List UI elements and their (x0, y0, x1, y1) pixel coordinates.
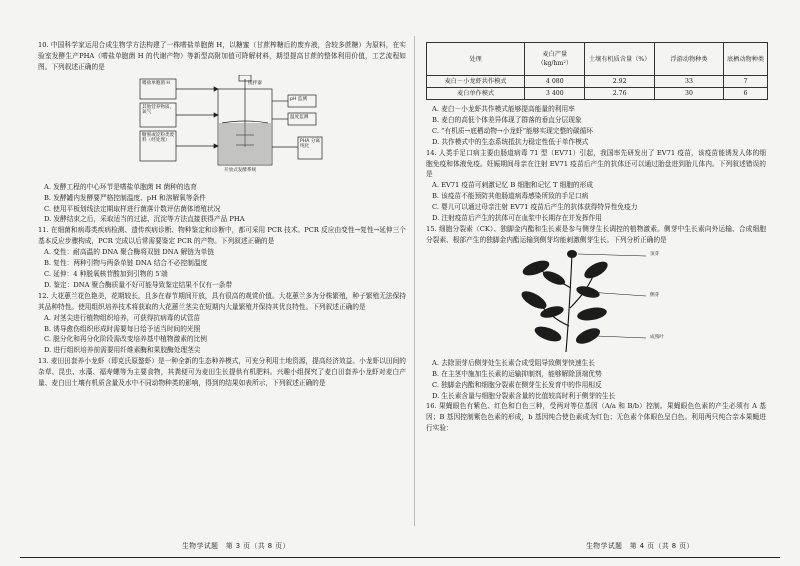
table-cell: 7 (724, 76, 768, 88)
table-row (427, 88, 768, 100)
fermentation-diagram (128, 75, 368, 179)
q15-option-d: D. 生长素含量与细胞分裂素含量的比值较高时利于侧芽的生长 (432, 391, 616, 400)
table-cell: 4 080 (525, 76, 585, 88)
fig-label-temperature: 温度监测 (290, 114, 309, 120)
table-header-cell: 底栖动物种类 (724, 43, 768, 76)
table-header-cell: 浮游动物种类 (654, 43, 723, 76)
q13-option-a: A. 麦白－小龙虾共作模式能够提高能量的利用率 (432, 105, 575, 113)
table-cell: 33 (654, 76, 723, 88)
q10-option-a: A. 发酵工程的中心环节是嗜盐单胞菌 H 菌种的选育 (44, 182, 197, 191)
table-header-cell: 土壤有机质含量（%） (585, 43, 654, 76)
q10-option-b: B. 发酵罐内发酵要严格控制温度、pH 和溶解氧等条件 (44, 193, 206, 202)
fig-label-ph: pH 监测 (290, 96, 308, 102)
fig-caption: 开放式发酵系统 (224, 167, 257, 173)
q11-option-a: A. 变性：耐高温的 DNA 聚合酶将双链 DNA 解链为单链 (44, 248, 215, 257)
q13-table (426, 42, 768, 100)
table-cell: 麦白－小龙虾共作模式 (427, 76, 525, 88)
q12-option-b: B. 诱导愈伤组织形成时需要每日给予适当时间的光照 (44, 324, 201, 333)
fig-label-other-nutrients: 其他营养物质、氧气 (142, 104, 175, 116)
q13-stem: 13. 麦田田套养小龙虾（即克氏原螯虾）是一种全新的生态种养模式，可充分利用土地资源，提高经济效益。小龙虾以田间的杂草、昆虫、水藻、福寿螺等为主要食物，其粪便可为麦田生长提供有机肥料。兴趣小组探究了麦白田套养小龙虾对麦白产量、麦白田土壤有机质含量及水中不同动物种类的影响，得到的结果如表所示，下列叙述正确的是 (38, 357, 406, 388)
fig-label-pha: PHA 分离纯化 (300, 138, 321, 150)
q14-option-a: A. EV71 疫苗可刺激记忆 B 细胞和记忆 T 细胞的形成 (432, 181, 593, 190)
plant-diagram (496, 248, 696, 356)
q13-option-b: B. 麦白的高低个体差异体现了群落的垂直分层现象 (432, 115, 582, 124)
bottom-rule (20, 557, 780, 558)
right-page (426, 42, 766, 434)
table-row (427, 76, 768, 88)
q13-option-d: D. 共作模式中的生态系统抵抗力稳定性低于单作模式 (432, 137, 589, 146)
left-page-footer: 生物学试题 第 3 页（共 8 页） (182, 542, 290, 550)
fermentation-figure (128, 75, 368, 179)
table-cell: 6 (724, 88, 768, 100)
q11-option-d: D. 鉴定：DNA 聚合酶质量不好可能导致鉴定结果不仅有一条带 (44, 280, 233, 289)
q14-option-b: B. 该疫苗不能预防其他肠道病毒感染所致的手足口病 (432, 192, 589, 201)
q14-stem: 14. 人类手足口病主要由肠道病毒 71 型（EV71）引起，我国率先研发出了 EV71 疫苗，该疫苗能诱发人体的细胞免疫和体液免疫。妊娠期间母亲在注射 EV71 疫苗后产生的抗体还可以通过胎盘进到胎儿体内。下列叙述错误的是 (426, 148, 766, 179)
fig-label-salt-bacterium: 嗜盐单胞菌 H (142, 80, 170, 86)
table-cell: 30 (654, 88, 723, 100)
q15-stem: 15. 细胞分裂素（CK）、独脚金内酯和生长素是参与侧芽生长调控的植物激素。侧芽中生长素向外运输、合成细胞分裂素、根部产生的独脚金内酯运输到侧芽均能刺激侧芽生长。下列分析正确的是 (426, 224, 766, 244)
fig-label-molasses: 糖蜜或淀粉类废料（经处理） (142, 132, 175, 144)
q12-option-a: A. 对茎尖进行植物组织培养，可获得抗病毒的试管苗 (44, 313, 201, 322)
q10-option-d: D. 发酵结束之后，采取适当的过滤、沉淀等方法直接获得产品 PHA (44, 215, 245, 224)
fig-label-stirrer: 搅拌器 (248, 80, 262, 86)
page-divider (414, 36, 415, 526)
table-header-cell: 麦白产量（kg/hm²） (525, 43, 585, 76)
q14-option-d: D. 注射疫苗后产生的抗体可在血浆中长期存在并发挥作用 (432, 214, 602, 223)
q13-option-c: C. “有机质→底栖动物→小龙虾”能够实现完整的碳循环 (432, 126, 593, 135)
q14-option-c: C. 婴儿可以通过母亲注射 EV71 疫苗后产生的抗体获得特异性免疫力 (432, 203, 638, 212)
q12-option-c: C. 脱分化和再分化阶段需改变培养基中植物激素的比例 (44, 335, 207, 344)
plant-label-apical-bud: 顶芽 (650, 251, 660, 257)
table-cell: 3 400 (525, 88, 585, 100)
q15-option-c: C. 独脚金内酯和细胞分裂素在侧芽生长发育中的作用相反 (432, 380, 602, 389)
plant-label-lateral-bud: 侧芽 (650, 292, 660, 298)
table-header-row (427, 43, 768, 76)
q10-option-c: C. 使用平板划线法定期取样进行菌落计数评估菌体增殖状况 (44, 204, 221, 213)
right-page-footer: 生物学试题 第 4 页（共 8 页） (586, 542, 694, 550)
left-page (38, 40, 406, 389)
q15-option-b: B. 在主茎中施加生长素的运输抑制剂，能够解除顶端优势 (432, 369, 602, 378)
q11-option-c: C. 延伸：4 种脱氧核苷酸加到引物的 5′端 (44, 269, 168, 278)
q12-stem: 12. 大花蕙兰花色艳美，花期较长，且多在春节期间开放，具有很高的观赏价值。大花蕙兰多为分株繁殖，种子繁殖无法保持其品种特性。使用组织培养技术将获取的大花蕙兰茎尖在短期内大量繁殖并保持其优良特性。下列叙述正确的是 (38, 291, 406, 311)
plant-label-mature-leaf: 成熟叶 (650, 334, 664, 340)
q11-option-b: B. 复性：两种引物与两条单链 DNA 结合不必控制温度 (44, 259, 208, 268)
q16-stem: 16. 果蝇眼色有紫色、红色和白色三种，受两对等位基因（A/a 和 B/b）控制。果蝇眼色色素的产生必须有 A 基因；B 基因控制紫色色素的形成，b 基因纯合使色素成为红色；无色素个体眼色呈白色。利用两只纯合亲本果蝇进行实验： (426, 402, 766, 433)
table-cell: 麦白单作模式 (427, 88, 525, 100)
plant-figure (496, 248, 696, 356)
q10-stem: 10. 中国科学家运用合成生物学方法构建了一株嗜盐单胞菌 H，以糖蜜（甘蔗榨糖后的废弃液，含较多蔗糖）为原料，在实验室发酵生产PHA（嗜盐单胞菌 H 的代谢产物）等新型高附加值可降解材料，期望提高甘蔗的整体利用价值，工艺流程如图。下列叙述正确的是 (38, 41, 406, 71)
table-cell: 2.76 (585, 88, 654, 100)
table-header-cell: 处理 (427, 43, 525, 76)
q11-stem: 11. 在细菌和病毒类疾病检测、遗传疾病诊断、物种鉴定和诊断中，都可采用 PCR 技术。PCR 反应由变性→复性→延伸三个基本反应步骤构成，PCR 完成以后常需要鉴定 PCR 的产物。下列叙述正确的是 (38, 226, 406, 246)
q12-option-d: D. 进行组织培养前需要用纤维素酶和果胶酶处理茎尖 (44, 346, 201, 355)
table-cell: 2.92 (585, 76, 654, 88)
q15-option-a: A. 去除顶芽后侧芽处生长素合成受阻导致侧芽快速生长 (432, 358, 595, 367)
